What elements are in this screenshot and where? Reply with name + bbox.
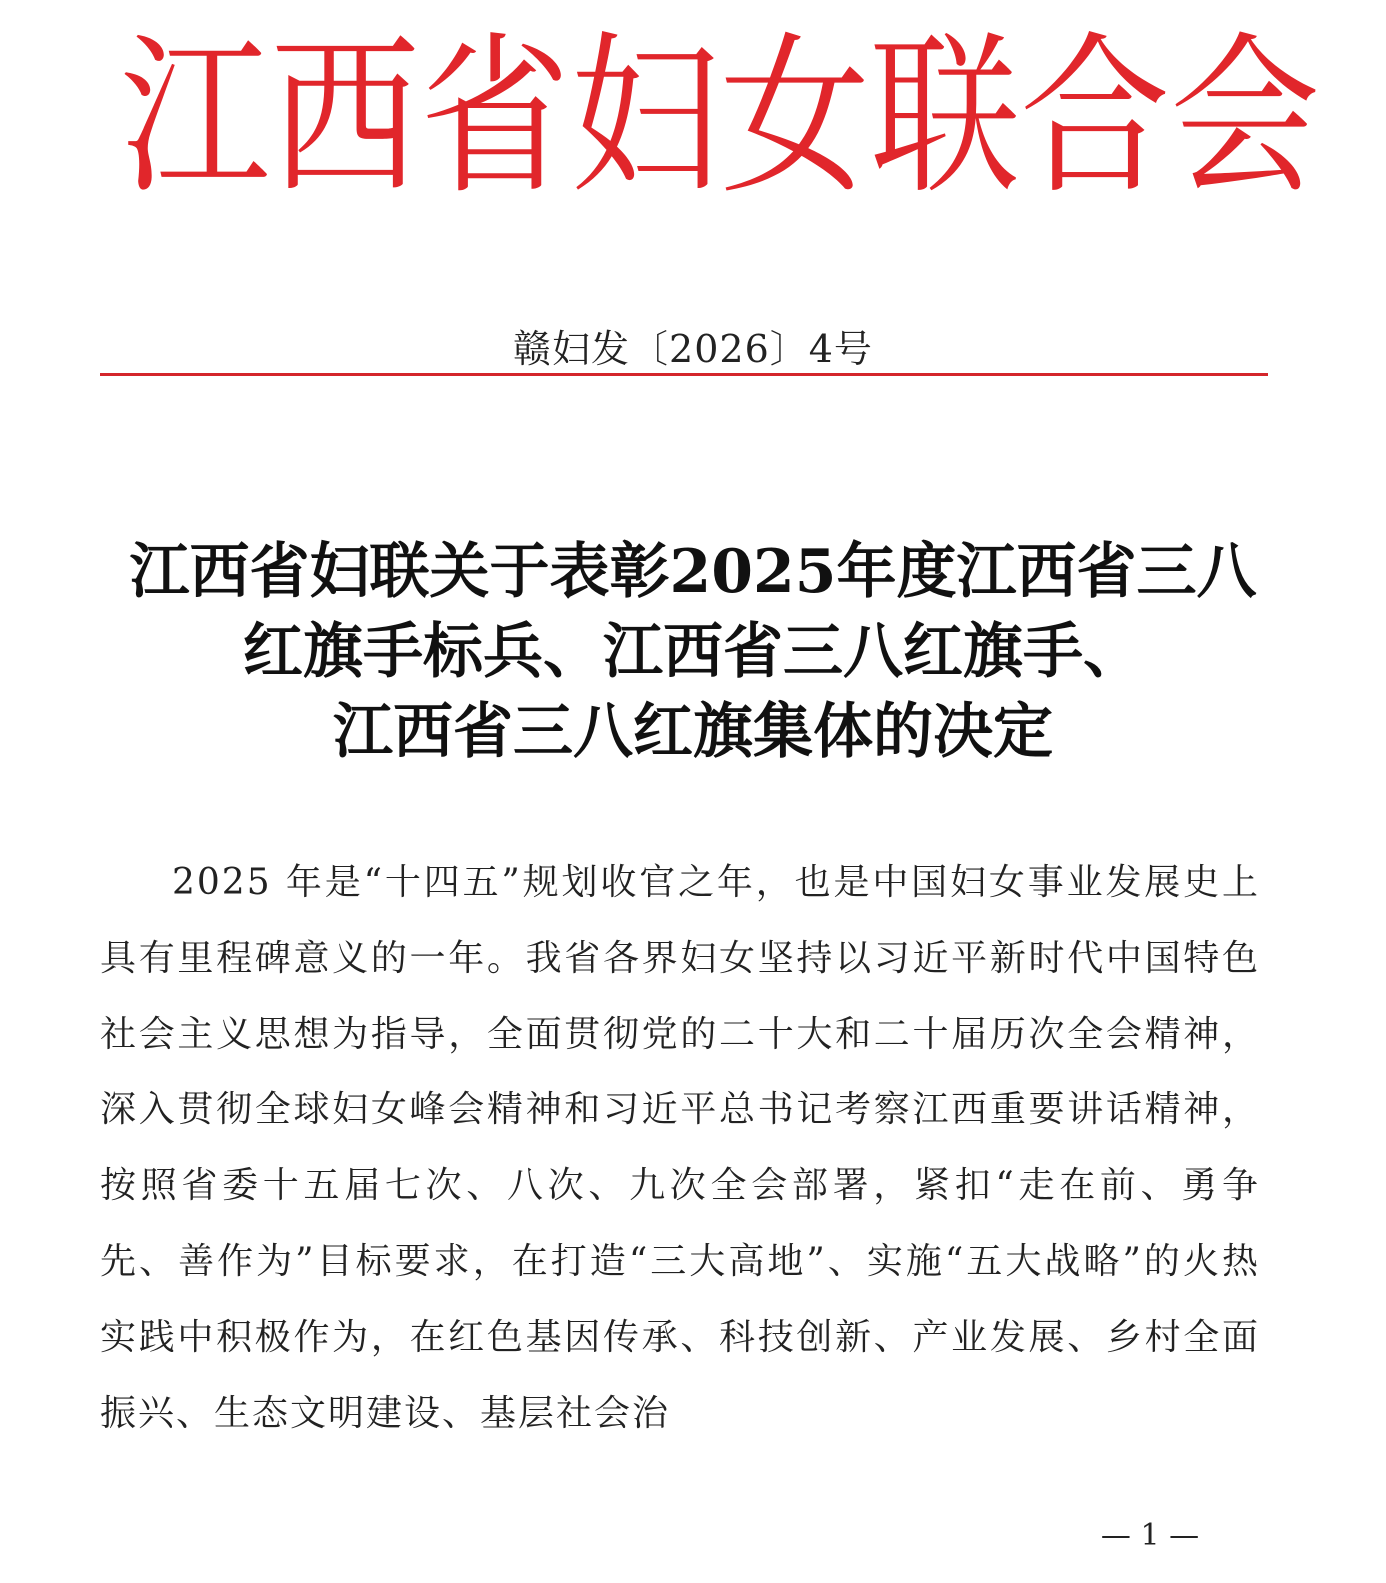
body-paragraph: 2025 年是“十四五”规划收官之年，也是中国妇女事业发展史上具有里程碑意义的一年。我省各界妇女坚持以习近平新时代中国特色社会主义思想为指导，全面贯彻党的二十大和二十届历次全会精神，深入贯彻全球妇女峰会精神和习近平总书记考察江西重要讲话精神，按照省委十五届七次、八次、九次全会部署，紧扣“走在前、勇争先、善作为”目标要求，在打造“三大高地”、实施“五大战略”的火热实践中积极作为，在红色基因传承、科技创新、产业发展、乡村全面振兴、生态文明建设、基层社会治 [100,862,1260,1434]
masthead-char: 合 [1020,17,1171,219]
masthead-char: 西 [270,17,421,219]
masthead-char: 省 [420,17,571,219]
masthead-char: 会 [1170,17,1321,219]
document-title [80,532,1306,772]
title-line: 江西省妇联关于表彰2025年度江西省三八 [129,537,1257,607]
masthead-org-name [120,8,1321,228]
title-line: 红旗手标兵、江西省三八红旗手、 [243,617,1143,687]
red-divider-line [100,373,1268,376]
masthead-char: 妇 [570,17,721,219]
masthead-char: 女 [720,17,871,219]
masthead-char: 联 [870,17,1021,219]
masthead-char: 江 [120,17,271,219]
document-number: 赣妇发〔2026〕4号 [513,327,873,371]
title-line: 江西省三八红旗集体的决定 [333,697,1053,767]
page-number: — 1 — [1100,1518,1200,1553]
